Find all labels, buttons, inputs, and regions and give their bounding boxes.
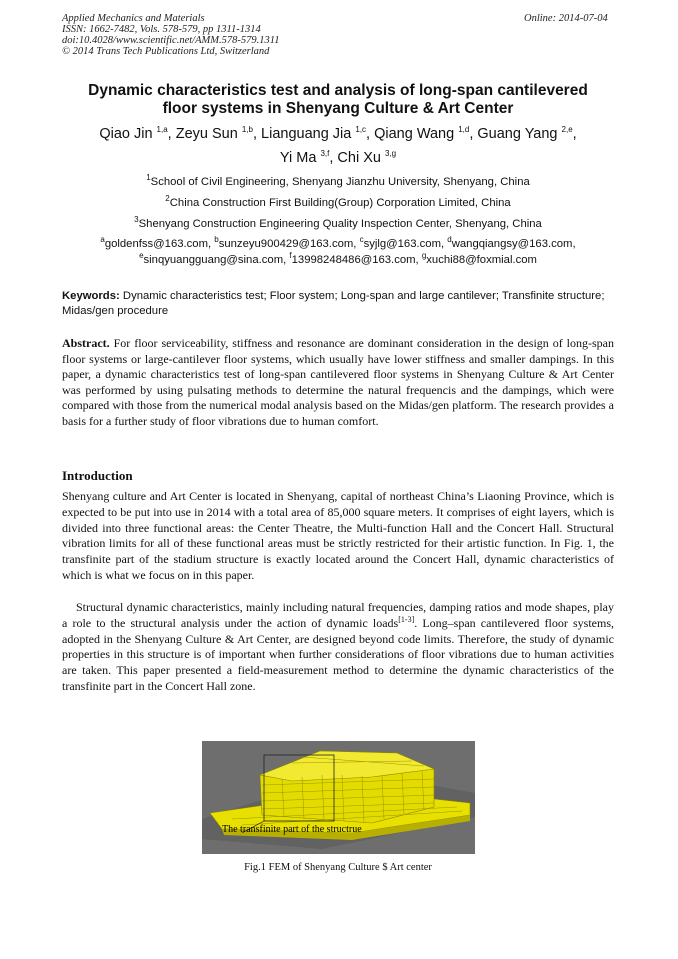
email[interactable]: $^d$wangqiangsy@163.com, xyxy=(447,235,576,250)
affiliation-1: $^1$School of Civil Engineering, Shenyang Jianzhu University, Shenyang, China xyxy=(146,173,530,188)
author: Chi Xu $^{3,g}$ xyxy=(337,149,397,166)
author: Yi Ma $^{3,f}$, xyxy=(279,149,338,166)
keywords-text: Dynamic characteristics test; Floor system; Long-span and large cantilever; Transfinite structure; Midas/gen procedure xyxy=(62,290,605,317)
fem-figure xyxy=(202,741,475,854)
email[interactable]: $^a$goldenfss@163.com, xyxy=(100,235,215,250)
author: Qiang Wang $^{1,d}$, xyxy=(374,125,478,142)
email-list xyxy=(62,236,614,268)
figure-caption: Fig.1 FEM of Shenyang Culture $ Art center xyxy=(244,862,432,873)
title-line-1: Dynamic characteristics test and analysis of long-span cantilevered xyxy=(88,82,588,99)
intro-paragraph-1: Shenyang culture and Art Center is located in Shenyang, capital of northeast China’s Liaoning Province, which is expected to be put into use in 2014 with a total area of 85,000 square meters. It comprises of eight layers, which is divided into three functional areas: the Center Theatre, the Multi-function Hall and the Concert Hall. Structural vibration limits for all of these functional areas must be strictly restricted for their artistic function. In Fig. 1, the transfinite part of the stadium structure is exactly located around the Concert Hall, dynamic characteristics of which is what we focus on in this paper. xyxy=(62,489,614,582)
online-date: Online: 2014-07-04 xyxy=(524,13,608,24)
title-line-2: floor systems in Shenyang Culture & Art Center xyxy=(162,100,514,117)
email[interactable]: $^g$xuchi88@foxmial.com xyxy=(421,251,537,266)
figure-annotation: The transfinite part of the structrue xyxy=(222,824,362,835)
email[interactable]: $^b$sunzeyu900429@163.com, xyxy=(214,235,360,250)
copyright-line: © 2014 Trans Tech Publications Ltd, Switzerland xyxy=(62,46,270,57)
email[interactable]: $^c$syjlg@163.com, xyxy=(359,235,448,250)
keywords xyxy=(62,289,614,319)
author: Qiao Jin $^{1,a}$, xyxy=(99,125,176,142)
section-heading-introduction: Introduction xyxy=(62,468,133,483)
abstract-label: Abstract. xyxy=(62,336,110,350)
abstract xyxy=(62,336,614,429)
email[interactable]: $^f$13998248486@163.com, xyxy=(289,251,422,266)
affiliation-3: $^3$Shenyang Construction Engineering Quality Inspection Center, Shenyang, China xyxy=(134,215,542,230)
journal-name: Applied Mechanics and Materials xyxy=(62,13,205,24)
fem-model-image xyxy=(202,741,475,854)
author: Zeyu Sun $^{1,b}$, xyxy=(175,125,262,142)
abstract-text: For floor serviceability, stiffness and resonance are dominant consideration in the design of long-span floor systems or large-cantilever floor systems, which usually have lower stiffness and smaller dampings. In this paper, a dynamic characteristics test of long-span cantilevered floor systems in Shenyang Culture & Art Center was performed by using pulsating methods to determine the natural frequencis and the dampings, which were compared with those from the numerical modal analysis based on the Midas/gen platform. The research provides a basis for a further study of floor vibrations due to human comfort. xyxy=(62,336,614,428)
affiliation-2: $^2$China Construction First Building(Group) Corporation Limited, China xyxy=(165,194,511,209)
paper-title xyxy=(62,82,614,118)
author-list xyxy=(62,122,614,170)
keywords-label: Keywords: xyxy=(62,290,120,302)
citation-ref[interactable]: [1-3] xyxy=(398,614,415,624)
doi-line: doi:10.4028/www.scientific.net/AMM.578-579.1311 xyxy=(62,35,280,46)
author: Lianguang Jia $^{1,c}$, xyxy=(261,125,375,142)
author: Guang Yang $^{2,e}$, xyxy=(477,125,577,142)
journal-header xyxy=(62,13,279,57)
email[interactable]: $^e$sinqyuangguang@sina.com, xyxy=(139,251,290,266)
issn-line: ISSN: 1662-7482, Vols. 578-579, pp 1311-1314 xyxy=(62,24,261,35)
intro-paragraph-2: Structural dynamic characteristics, mainly including natural frequencies, damping ratios and mode shapes, play a role to the structural analysis under the action of dynamic loads[1-3]. Long–span cantilevered floor systems, adopted in the Shenyang Culture & Art Center, are designed beyond code limits. Therefore, the study of dynamic properties in this structure is of important when further considerations of floor vibrations due to human activities are taken. This paper presented a field-measurement method to determine the dynamic characteristics of the transfinite part in the Concert Hall zone. xyxy=(62,600,614,693)
